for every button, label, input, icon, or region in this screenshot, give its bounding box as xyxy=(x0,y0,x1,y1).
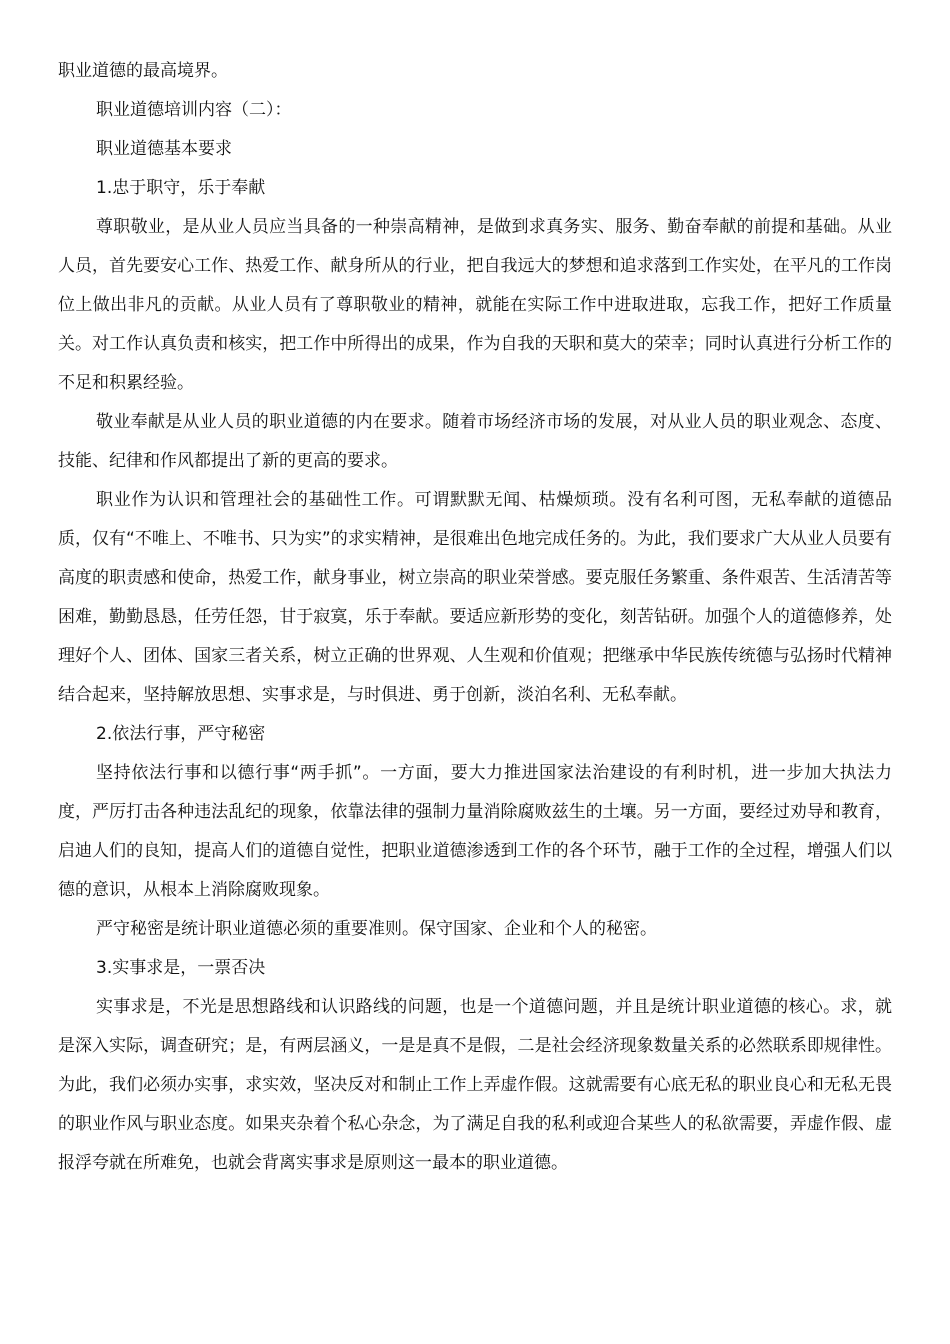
body-paragraph: 职业作为认识和管理社会的基础性工作。可谓默默无闻、枯燥烦琐。没有名利可图，无私奉献的道德品质，仅有“不唯上、不唯书、只为实”的求实精神，是很难出色地完成任务的。为此，我们要求广大从业人员要有高度的职责感和使命，热爱工作，献身事业，树立崇高的职业荣誉感。要克服任务繁重、条件艰苦、生活清苦等困难，勤勤恳恳，任劳任怨，甘于寂寞，乐于奉献。要适应新形势的变化，刻苦钻研。加强个人的道德修养，处理好个人、团体、国家三者关系，树立正确的世界观、人生观和价值观；把继承中华民族传统德与弘扬时代精神结合起来，坚持解放思想、实事求是，与时俱进、勇于创新，淡泊名利、无私奉献。 xyxy=(58,490,892,705)
paragraph-continuation: 职业道德的最高境界。 xyxy=(58,61,228,81)
body-paragraph: 尊职敬业，是从业人员应当具备的一种崇高精神，是做到求真务实、服务、勤奋奉献的前提和基础。从业人员，首先要安心工作、热爱工作、献身所从的行业，把自我远大的梦想和追求落到工作实处，在平凡的工作岗位上做出非凡的贡献。从业人员有了尊职敬业的精神，就能在实际工作中进取进取，忘我工作，把好工作质量关。对工作认真负责和核实，把工作中所得出的成果，作为自我的天职和莫大的荣幸；同时认真进行分析工作的不足和积累经验。 xyxy=(58,217,892,393)
body-paragraph: 敬业奉献是从业人员的职业道德的内在要求。随着市场经济市场的发展，对从业人员的职业观念、态度、技能、纪律和作风都提出了新的更高的要求。 xyxy=(58,412,892,471)
subsection-title: 职业道德基本要求 xyxy=(96,139,232,159)
body-paragraph: 坚持依法行事和以德行事“两手抓”。一方面，要大力推进国家法治建设的有利时机，进一步加大执法力度，严厉打击各种违法乱纪的现象，依靠法律的强制力量消除腐败兹生的土壤。另一方面，要经过劝导和教育，启迪人们的良知，提高人们的道德自觉性，把职业道德渗透到工作的各个环节，融于工作的全过程，增强人们以德的意识，从根本上消除腐败现象。 xyxy=(58,763,892,900)
item-heading-3: 3.实事求是，一票否决 xyxy=(96,958,266,978)
section-title: 职业道德培训内容（二）： xyxy=(96,100,292,120)
body-paragraph: 严守秘密是统计职业道德必须的重要准则。保守国家、企业和个人的秘密。 xyxy=(96,919,657,939)
item-heading-1: 1.忠于职守，乐于奉献 xyxy=(96,178,266,198)
body-paragraph: 实事求是，不光是思想路线和认识路线的问题，也是一个道德问题，并且是统计职业道德的核心。求，就是深入实际，调查研究；是，有两层涵义，一是是真不是假，二是社会经济现象数量关系的必然联系即规律性。为此，我们必须办实事，求实效，坚决反对和制止工作上弄虚作假。这就需要有心底无私的职业良心和无私无畏的职业作风与职业态度。如果夹杂着个私心杂念，为了满足自我的私利或迎合某些人的私欲需要，弄虚作假、虚报浮夸就在所难免，也就会背离实事求是原则这一最本的职业道德。 xyxy=(58,997,892,1173)
document-page xyxy=(58,52,892,1183)
item-heading-2: 2.依法行事，严守秘密 xyxy=(96,724,266,744)
